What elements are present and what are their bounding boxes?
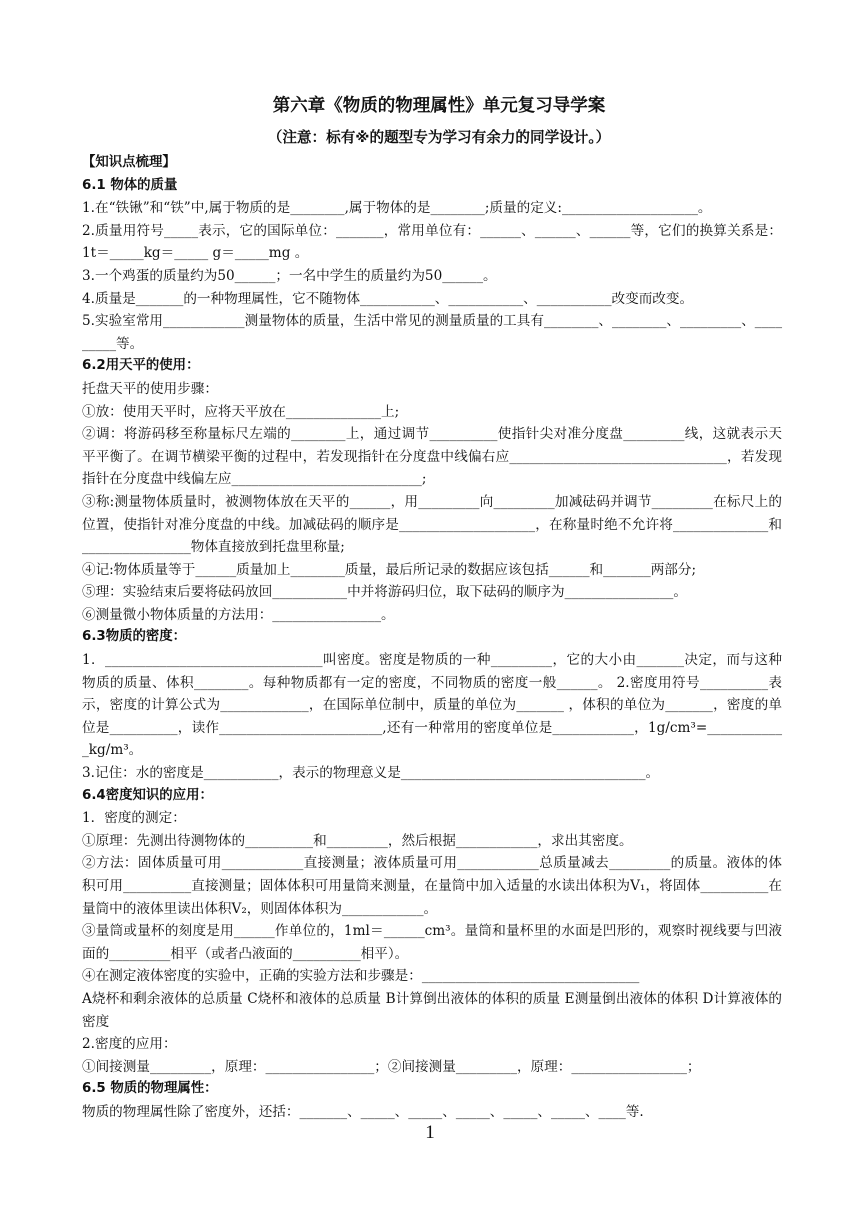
line: ③称:测量物体质量时，被测物体放在天平的______，用_________向_________加减砝码并调节_________在标尺上的位置，使指针对准分度盘的中线。加减砝码的顺序是____________________，在称量时绝不允许将______________和________________物体直接放到托盘里称量; (82, 493, 782, 556)
line: ③量筒或量杯的刻度是用______作单位的，1ml＝______cm³。量筒和量杯里的水面是凹形的，观察时视线要与凹液面的_________相平（或者凸液面的__________相平）。 (82, 923, 782, 962)
heading-6-2: 6.2用天平的使用： (82, 358, 200, 374)
line: 物质的物理属性除了密度外，还括：_______、_____、_____、_____、_____、_____、____等. (82, 1103, 644, 1120)
line: 2.密度的应用： (82, 1036, 177, 1053)
heading-6-5: 6.5 物质的物理属性： (82, 1081, 218, 1097)
document-note: （注意：标有※的题型专为学习有余力的同学设计。） (267, 129, 611, 146)
line: ⑥测量微小物体质量的方法用：________________。 (82, 606, 395, 623)
page-number: 1 (425, 1122, 435, 1143)
line: 托盘天平的使用步骤： (82, 380, 218, 397)
line: 3.一个鸡蛋的质量约为50______；一名中学生的质量约为50______。 (82, 267, 497, 284)
line: ⑤理：实验结束后要将砝码放回___________中并将游码归位，取下砝码的顺序为________________。 (82, 584, 687, 601)
line: ④记:物体质量等于______质量加上________质量，最后所记录的数据应该包括______和_______两部分; (82, 561, 697, 578)
line: 2.质量用符号_____表示，它的国际单位：_______，常用单位有：______、______、______等，它们的换算关系是：1t＝_____kg＝_____ g＝_____mg 。 (82, 222, 782, 262)
line: ①原理：先测出待测物体的__________和_________，然后根据____________，求出其密度。 (82, 832, 633, 849)
line: 1．密度的测定： (82, 810, 186, 827)
line: 3.记住：水的密度是___________，表示的物理意义是____________________________________。 (82, 765, 660, 782)
document-page (82, 88, 782, 1124)
line: ④在测定液体密度的实验中，正确的实验方法和步骤是：________________________________ (82, 968, 640, 985)
line: ②调：将游码移至称量标尺左端的________上，通过调节__________使指针尖对准分度盘_________线，这就表示天平平衡了。在调节横梁平衡的过程中，若发现指针在分度盘中线偏右应________________________________，若发现指针在分度盘中线偏左应____________________________; (82, 426, 782, 488)
line: ①放：使用天平时，应将天平放在______________上; (82, 403, 400, 420)
line: 4.质量是_______的一种物理属性，它不随物体___________、___________、___________改变而改变。 (82, 290, 694, 307)
heading-6-4: 6.4密度知识的应用： (82, 787, 213, 803)
line: 1．________________________________叫密度。密度是物质的一种_________，它的大小由_______决定，而与这种物质的质量、体积________。每种物质都有一定的密度，不同物质的密度一般______。 2.密度用符号__________表示，密度的计算公式为_____________，在国际单位制中，质量的单位为_______ ，体积的单位为_______，密度的单位是__________，读作________________________,还有一种常用的密度单位是____________，1g/cm³=____________kg/m³。 (82, 652, 782, 759)
heading-6-1: 6.1 物体的质量 (82, 177, 178, 193)
document-title: 第六章《物质的物理属性》单元复习导学案 (272, 96, 606, 116)
section-header: 【知识点梳理】 (82, 155, 176, 170)
line: 1.在“铁锹”和“铁”中,属于物质的是________,属于物体的是________;质量的定义:____________________。 (82, 200, 712, 217)
line: ①间接测量_________，原理：________________；②间接测量_________，原理：_________________； (82, 1058, 701, 1075)
line: ②方法：固体质量可用____________直接测量；液体质量可用____________总质量减去_________的质量。液体的体积可用__________直接测量；固体体积可用量筒来测量，在量筒中加入适量的水读出体积为V₁，将固体__________在量筒中的液体里读出体积V₂，则固体体积为____________。 (82, 855, 782, 917)
line: A烧杯和剩余液体的总质量 C烧杯和液体的总质量 B计算倒出液体的体积的质量 E测量倒出液体的体积 D计算液体的密度 (82, 990, 782, 1030)
line: 5.实验室常用____________测量物体的质量，生活中常见的测量质量的工具有________、________、_________、_________等。 (82, 313, 782, 352)
heading-6-3: 6.3物质的密度： (82, 629, 187, 645)
